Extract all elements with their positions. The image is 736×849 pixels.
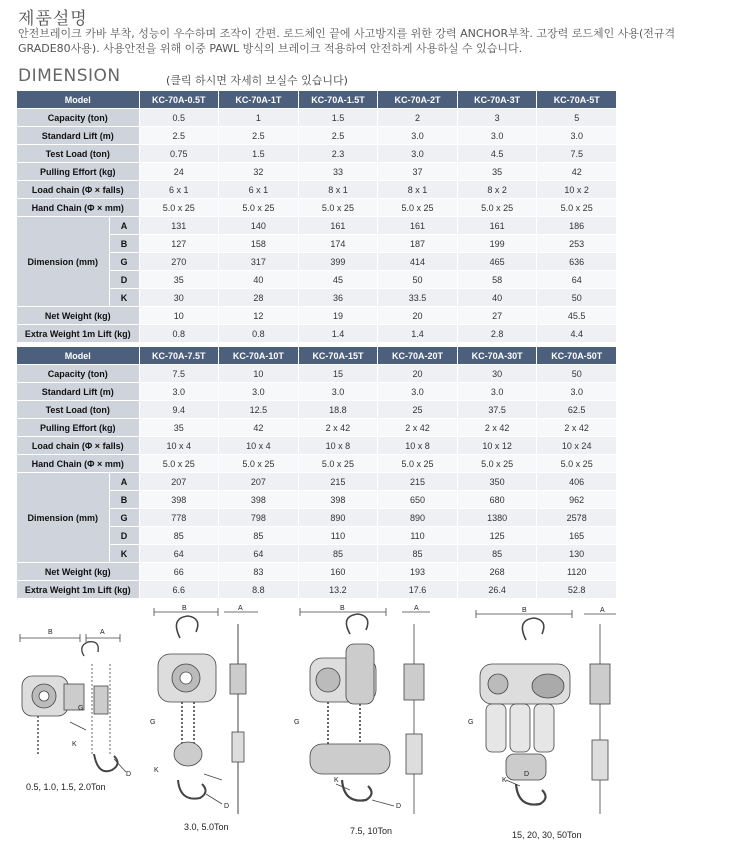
dimension-sub-label: G	[109, 509, 139, 527]
dimension-sub-label: G	[109, 253, 139, 271]
row-label: Net Weight (kg)	[17, 563, 139, 581]
table-cell: 187	[378, 235, 458, 253]
row-label: Capacity (ton)	[17, 109, 139, 127]
table-cell: 650	[378, 491, 458, 509]
table-cell: 962	[537, 491, 617, 509]
table-cell: 890	[298, 509, 378, 527]
table-cell: 2.3	[298, 145, 378, 163]
model-name: KC-70A-30T	[457, 347, 537, 365]
table-cell: 20	[378, 365, 458, 383]
table-cell: 5	[537, 109, 617, 127]
table-cell: 890	[378, 509, 458, 527]
row-label: Hand Chain (Φ × mm)	[17, 199, 139, 217]
row-label: Capacity (ton)	[17, 365, 139, 383]
label-k: K	[502, 777, 507, 784]
table-cell: 33	[298, 163, 378, 181]
table-cell: 398	[139, 491, 219, 509]
dimension-sub-label: A	[109, 217, 139, 235]
table-cell: 20	[378, 307, 458, 325]
table-row	[17, 383, 617, 401]
table-cell: 0.5	[139, 109, 219, 127]
dimension-heading: DIMENSION	[18, 66, 121, 86]
table-cell: 3.0	[219, 383, 299, 401]
table-cell: 10 x 4	[219, 437, 299, 455]
table-cell: 5.0 x 25	[298, 199, 378, 217]
table-row	[17, 127, 617, 145]
table-cell: 9.4	[139, 401, 219, 419]
table-cell: 5.0 x 25	[139, 199, 219, 217]
caption-small-hoist: 0.5, 1.0, 1.5, 2.0Ton	[26, 782, 106, 792]
model-name: KC-70A-15T	[298, 347, 378, 365]
row-label: Load chain (Φ × falls)	[17, 437, 139, 455]
table-row	[17, 307, 617, 325]
label-k: K	[72, 741, 77, 748]
table-cell: 25	[378, 401, 458, 419]
table-cell: 30	[457, 365, 537, 383]
table-cell: 35	[139, 419, 219, 437]
table-row	[17, 109, 617, 127]
spec-table-small	[17, 91, 617, 343]
table-cell: 50	[537, 365, 617, 383]
table-cell: 5.0 x 25	[139, 455, 219, 473]
row-label: Extra Weight 1m Lift (kg)	[17, 325, 139, 343]
table-cell: 26.4	[457, 581, 537, 599]
table-cell: 10 x 2	[537, 181, 617, 199]
label-a: A	[238, 605, 243, 612]
model-name: KC-70A-50T	[537, 347, 617, 365]
table-cell: 193	[378, 563, 458, 581]
table-cell: 207	[219, 473, 299, 491]
table-cell: 398	[298, 491, 378, 509]
table-cell: 1.4	[298, 325, 378, 343]
dimension-sub-label: B	[109, 235, 139, 253]
table-cell: 64	[219, 545, 299, 563]
table-cell: 45.5	[537, 307, 617, 325]
model-name: KC-70A-10T	[219, 347, 299, 365]
product-description: 안전브레이크 카바 부착, 성능이 우수하며 조작이 간편. 로드체인 끝에 사고방지를 위한 강력 ANCHOR부착. 고장력 로드체인 사용(전규격 GRADE80사용). 사용안전을 위해 이중 PAWL 방식의 브레이크 적용하여 안전하게 사용하실 수 있습니다.	[18, 27, 676, 55]
table-row	[17, 365, 617, 383]
table-cell: 127	[139, 235, 219, 253]
page-title: 제품설명	[18, 9, 88, 29]
model-header-label: Model	[17, 347, 139, 365]
table-cell: 3.0	[537, 127, 617, 145]
table-cell: 40	[457, 289, 537, 307]
table-cell: 7.5	[139, 365, 219, 383]
table-cell: 83	[219, 563, 299, 581]
table-cell: 10 x 4	[139, 437, 219, 455]
model-name: KC-70A-1.5T	[298, 91, 378, 109]
model-header-label: Model	[17, 91, 139, 109]
table-cell: 1120	[537, 563, 617, 581]
row-label: Net Weight (kg)	[17, 307, 139, 325]
table-cell: 6 x 1	[139, 181, 219, 199]
table-cell: 17.6	[378, 581, 458, 599]
table-cell: 268	[457, 563, 537, 581]
table-cell: 40	[219, 271, 299, 289]
table-cell: 35	[457, 163, 537, 181]
table-cell: 160	[298, 563, 378, 581]
table-cell: 1	[219, 109, 299, 127]
table-cell: 42	[219, 419, 299, 437]
table-cell: 1380	[457, 509, 537, 527]
model-name: KC-70A-1T	[219, 91, 299, 109]
table-cell: 85	[298, 545, 378, 563]
table-cell: 636	[537, 253, 617, 271]
hoist-diagram-7-10ton[interactable]	[290, 604, 450, 834]
table-cell: 10 x 12	[457, 437, 537, 455]
row-label: Pulling Effort (kg)	[17, 163, 139, 181]
table-row	[17, 145, 617, 163]
spec-table-large	[17, 347, 617, 599]
table-cell: 6 x 1	[219, 181, 299, 199]
row-label: Test Load (ton)	[17, 145, 139, 163]
table-cell: 3	[457, 109, 537, 127]
table-cell: 1.5	[219, 145, 299, 163]
table-cell: 66	[139, 563, 219, 581]
label-b: B	[48, 629, 53, 636]
table-cell: 5.0 x 25	[537, 455, 617, 473]
table-cell: 798	[219, 509, 299, 527]
table-cell: 406	[537, 473, 617, 491]
label-d: D	[396, 803, 402, 810]
table-cell: 6.6	[139, 581, 219, 599]
table-cell: 199	[457, 235, 537, 253]
table-cell: 2 x 42	[298, 419, 378, 437]
table-cell: 161	[298, 217, 378, 235]
table-cell: 3.0	[457, 127, 537, 145]
table-cell: 110	[378, 527, 458, 545]
table-cell: 270	[139, 253, 219, 271]
table-cell: 3.0	[139, 383, 219, 401]
table-cell: 3.0	[457, 383, 537, 401]
table-cell: 317	[219, 253, 299, 271]
table-cell: 64	[537, 271, 617, 289]
table-cell: 215	[378, 473, 458, 491]
table-cell: 5.0 x 25	[378, 199, 458, 217]
label-b: B	[522, 607, 527, 614]
table-cell: 58	[457, 271, 537, 289]
label-k: K	[334, 777, 339, 784]
table-cell: 33.5	[378, 289, 458, 307]
dimension-sub-label: B	[109, 491, 139, 509]
row-label: Test Load (ton)	[17, 401, 139, 419]
hoist-diagram-3-5ton[interactable]	[148, 604, 278, 834]
label-b: B	[340, 605, 345, 612]
table-cell: 2.8	[457, 325, 537, 343]
table-row	[17, 163, 617, 181]
label-b: B	[182, 605, 187, 612]
caption-7-10ton: 7.5, 10Ton	[350, 826, 393, 836]
table-row	[17, 217, 617, 235]
dimension-sub-label: D	[109, 271, 139, 289]
table-cell: 50	[378, 271, 458, 289]
table-cell: 32	[219, 163, 299, 181]
table-cell: 36	[298, 289, 378, 307]
table-cell: 10	[139, 307, 219, 325]
dimension-sub-label: A	[109, 473, 139, 491]
label-d: D	[524, 771, 530, 778]
table-cell: 8 x 2	[457, 181, 537, 199]
label-d: D	[126, 771, 132, 778]
table-cell: 8 x 1	[298, 181, 378, 199]
table-cell: 64	[139, 545, 219, 563]
table-cell: 2578	[537, 509, 617, 527]
dimension-label: Dimension (mm)	[17, 473, 109, 563]
table-cell: 18.8	[298, 401, 378, 419]
table-cell: 10 x 24	[537, 437, 617, 455]
row-label: Pulling Effort (kg)	[17, 419, 139, 437]
table-cell: 4.4	[537, 325, 617, 343]
caption-15-50ton: 15, 20, 30, 50Ton	[512, 830, 582, 840]
table-cell: 7.5	[537, 145, 617, 163]
label-d: D	[224, 803, 230, 810]
table-cell: 5.0 x 25	[457, 455, 537, 473]
table-cell: 131	[139, 217, 219, 235]
label-a: A	[600, 607, 605, 614]
table-row	[17, 199, 617, 217]
table-row	[17, 401, 617, 419]
hoist-diagram-15-50ton[interactable]	[466, 604, 636, 836]
table-cell: 5.0 x 25	[298, 455, 378, 473]
table-cell: 62.5	[537, 401, 617, 419]
table-cell: 5.0 x 25	[457, 199, 537, 217]
table-cell: 130	[537, 545, 617, 563]
model-name: KC-70A-3T	[457, 91, 537, 109]
table-cell: 1.5	[298, 109, 378, 127]
table-cell: 2.5	[298, 127, 378, 145]
label-a: A	[100, 629, 105, 636]
model-name: KC-70A-5T	[537, 91, 617, 109]
table-cell: 161	[457, 217, 537, 235]
table-cell: 4.5	[457, 145, 537, 163]
table-cell: 52.8	[537, 581, 617, 599]
table-cell: 778	[139, 509, 219, 527]
table-cell: 215	[298, 473, 378, 491]
model-header-row	[17, 91, 617, 109]
label-g: G	[150, 719, 156, 726]
table-cell: 110	[298, 527, 378, 545]
table-cell: 45	[298, 271, 378, 289]
model-name: KC-70A-2T	[378, 91, 458, 109]
row-label: Standard Lift (m)	[17, 383, 139, 401]
dimension-sub-label: K	[109, 289, 139, 307]
table-cell: 5.0 x 25	[378, 455, 458, 473]
table-cell: 0.8	[139, 325, 219, 343]
table-cell: 398	[219, 491, 299, 509]
table-cell: 50	[537, 289, 617, 307]
table-cell: 1.4	[378, 325, 458, 343]
table-cell: 85	[457, 545, 537, 563]
table-cell: 10	[219, 365, 299, 383]
table-cell: 2 x 42	[378, 419, 458, 437]
table-cell: 414	[378, 253, 458, 271]
table-cell: 37	[378, 163, 458, 181]
table-cell: 28	[219, 289, 299, 307]
table-cell: 10 x 8	[378, 437, 458, 455]
table-cell: 253	[537, 235, 617, 253]
dimension-sub-label: K	[109, 545, 139, 563]
table-row	[17, 325, 617, 343]
table-cell: 3.0	[378, 127, 458, 145]
label-g: G	[294, 719, 300, 726]
table-cell: 3.0	[378, 383, 458, 401]
table-cell: 186	[537, 217, 617, 235]
row-label: Standard Lift (m)	[17, 127, 139, 145]
caption-3-5ton: 3.0, 5.0Ton	[184, 822, 229, 832]
table-cell: 465	[457, 253, 537, 271]
table-cell: 27	[457, 307, 537, 325]
table-cell: 37.5	[457, 401, 537, 419]
table-cell: 3.0	[378, 145, 458, 163]
table-cell: 140	[219, 217, 299, 235]
table-cell: 2 x 42	[537, 419, 617, 437]
table-cell: 207	[139, 473, 219, 491]
table-cell: 42	[537, 163, 617, 181]
dimension-label: Dimension (mm)	[17, 217, 109, 307]
table-cell: 24	[139, 163, 219, 181]
table-cell: 3.0	[298, 383, 378, 401]
table-row	[17, 181, 617, 199]
table-row	[17, 473, 617, 491]
model-name: KC-70A-0.5T	[139, 91, 219, 109]
table-cell: 5.0 x 25	[219, 455, 299, 473]
table-row	[17, 437, 617, 455]
table-cell: 399	[298, 253, 378, 271]
label-g: G	[78, 705, 84, 712]
label-k: K	[154, 767, 159, 774]
table-cell: 35	[139, 271, 219, 289]
table-cell: 85	[139, 527, 219, 545]
row-label: Extra Weight 1m Lift (kg)	[17, 581, 139, 599]
table-cell: 85	[219, 527, 299, 545]
table-cell: 0.75	[139, 145, 219, 163]
table-cell: 161	[378, 217, 458, 235]
table-row	[17, 581, 617, 599]
table-cell: 8.8	[219, 581, 299, 599]
table-cell: 2 x 42	[457, 419, 537, 437]
dimension-sub-label: D	[109, 527, 139, 545]
model-name: KC-70A-7.5T	[139, 347, 219, 365]
label-a: A	[414, 605, 419, 612]
table-cell: 2.5	[139, 127, 219, 145]
table-cell: 30	[139, 289, 219, 307]
table-cell: 19	[298, 307, 378, 325]
table-cell: 5.0 x 25	[537, 199, 617, 217]
table-cell: 15	[298, 365, 378, 383]
table-cell: 350	[457, 473, 537, 491]
table-cell: 174	[298, 235, 378, 253]
table-cell: 2	[378, 109, 458, 127]
row-label: Load chain (Φ × falls)	[17, 181, 139, 199]
table-cell: 10 x 8	[298, 437, 378, 455]
table-cell: 2.5	[219, 127, 299, 145]
label-g: G	[468, 719, 474, 726]
dimension-note[interactable]: (클릭 하시면 자세히 보실수 있습니다)	[166, 74, 348, 87]
table-cell: 125	[457, 527, 537, 545]
table-row	[17, 563, 617, 581]
table-cell: 3.0	[537, 383, 617, 401]
table-cell: 8 x 1	[378, 181, 458, 199]
table-cell: 158	[219, 235, 299, 253]
table-row	[17, 455, 617, 473]
table-cell: 12.5	[219, 401, 299, 419]
row-label: Hand Chain (Φ × mm)	[17, 455, 139, 473]
table-cell: 0.8	[219, 325, 299, 343]
table-cell: 12	[219, 307, 299, 325]
model-name: KC-70A-20T	[378, 347, 458, 365]
table-cell: 13.2	[298, 581, 378, 599]
table-cell: 85	[378, 545, 458, 563]
table-row	[17, 419, 617, 437]
hoist-diagram-small[interactable]	[14, 604, 144, 799]
table-cell: 5.0 x 25	[219, 199, 299, 217]
model-header-row	[17, 347, 617, 365]
table-cell: 165	[537, 527, 617, 545]
table-cell: 680	[457, 491, 537, 509]
